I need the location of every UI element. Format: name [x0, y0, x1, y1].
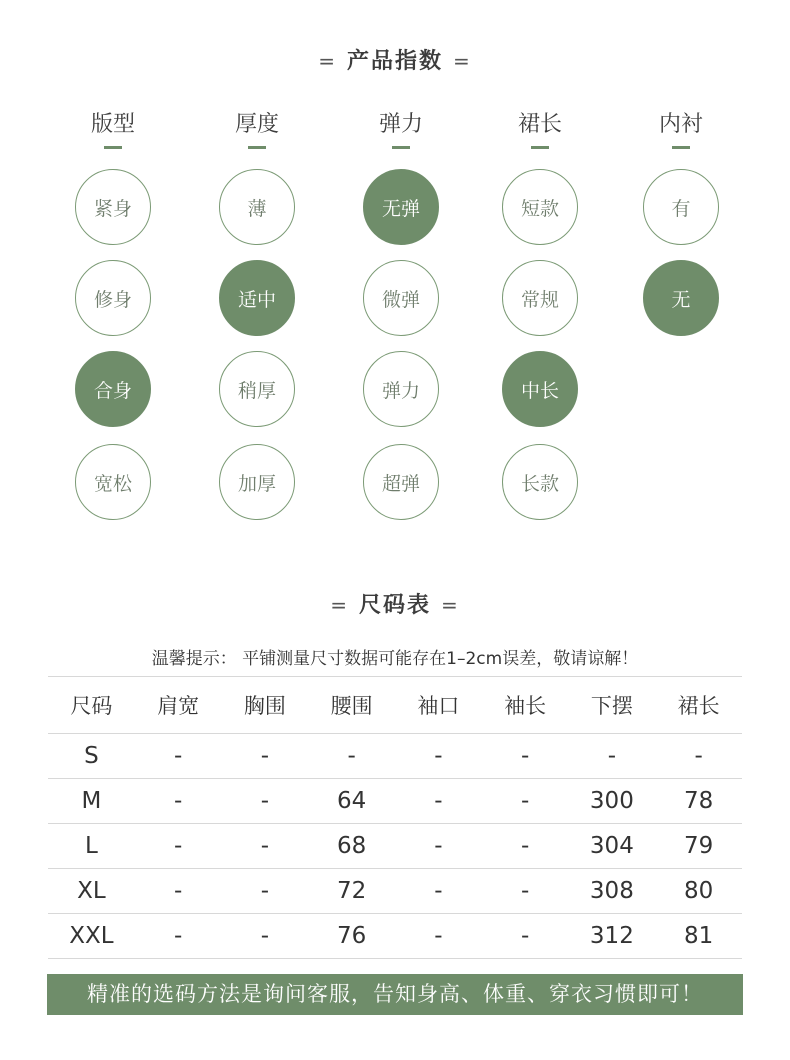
table-cell: -	[135, 869, 222, 914]
table-cell: 68	[308, 824, 395, 869]
table-header-cell: 腰围	[308, 677, 395, 734]
table-cell: -	[395, 824, 482, 869]
index-column-skirt-length	[485, 110, 595, 149]
option-circle: 紧身	[75, 169, 151, 245]
table-header-cell: 裙长	[655, 677, 742, 734]
column-heading: 版型	[90, 112, 135, 137]
measurement-tip: 温馨提示： 平铺测量尺寸数据可能存在1–2cm误差，敬请谅解！	[151, 649, 639, 669]
column-heading: 裙长	[517, 112, 562, 137]
title-decoration-right: =	[441, 593, 460, 617]
size-label-cell: XL	[48, 869, 135, 914]
table-row	[48, 779, 742, 824]
table-header-cell: 肩宽	[135, 677, 222, 734]
table-cell: -	[135, 914, 222, 959]
table-cell: -	[482, 869, 569, 914]
table-cell: -	[395, 779, 482, 824]
size-table	[48, 676, 742, 959]
product-index-title-text: 产品指数	[346, 49, 443, 74]
table-cell: -	[569, 734, 656, 779]
index-column-fit	[58, 110, 168, 149]
column-heading: 厚度	[234, 112, 279, 137]
option-circle: 有	[643, 169, 719, 245]
table-cell: -	[135, 734, 222, 779]
table-cell: -	[395, 734, 482, 779]
title-decoration-left: =	[318, 49, 337, 73]
footer-banner: 精准的选码方法是询问客服，告知身高、体重、穿衣习惯即可！	[47, 974, 743, 1015]
option-circle-selected: 适中	[219, 260, 295, 336]
table-header-cell: 下摆	[569, 677, 656, 734]
table-header-cell: 袖长	[482, 677, 569, 734]
table-cell: 79	[655, 824, 742, 869]
table-header-cell: 胸围	[222, 677, 309, 734]
table-header-cell: 袖口	[395, 677, 482, 734]
title-decoration-right: =	[453, 49, 472, 73]
option-circle-selected: 中长	[502, 351, 578, 427]
option-circle-selected: 无弹	[363, 169, 439, 245]
table-cell: -	[222, 734, 309, 779]
option-circle: 常规	[502, 260, 578, 336]
heading-underline	[104, 146, 122, 149]
table-cell: 308	[569, 869, 656, 914]
option-circle: 稍厚	[219, 351, 295, 427]
table-cell: -	[222, 869, 309, 914]
option-circle: 薄	[219, 169, 295, 245]
table-cell: -	[655, 734, 742, 779]
table-cell: 81	[655, 914, 742, 959]
option-circle: 宽松	[75, 444, 151, 520]
table-row	[48, 824, 742, 869]
table-cell: -	[482, 914, 569, 959]
table-header-row	[48, 677, 742, 734]
table-cell: -	[222, 779, 309, 824]
table-cell: 300	[569, 779, 656, 824]
table-cell: 304	[569, 824, 656, 869]
option-circle-selected: 无	[643, 260, 719, 336]
size-chart-title	[0, 588, 790, 619]
table-cell: 76	[308, 914, 395, 959]
table-cell: 64	[308, 779, 395, 824]
option-circle: 短款	[502, 169, 578, 245]
table-cell: -	[135, 779, 222, 824]
table-cell: -	[222, 824, 309, 869]
heading-underline	[248, 146, 266, 149]
heading-underline	[392, 146, 410, 149]
table-cell: 78	[655, 779, 742, 824]
table-row	[48, 734, 742, 779]
table-cell: -	[482, 734, 569, 779]
table-header-cell: 尺码	[48, 677, 135, 734]
index-column-lining	[626, 110, 736, 149]
heading-underline	[531, 146, 549, 149]
index-column-thickness	[202, 110, 312, 149]
size-label-cell: XXL	[48, 914, 135, 959]
option-circle: 弹力	[363, 351, 439, 427]
table-cell: -	[222, 914, 309, 959]
size-label-cell: M	[48, 779, 135, 824]
column-heading: 内衬	[658, 112, 703, 137]
table-row	[48, 914, 742, 959]
table-cell: -	[395, 914, 482, 959]
column-heading: 弹力	[378, 112, 423, 137]
size-chart-title-text: 尺码表	[358, 593, 431, 618]
option-circle: 微弹	[363, 260, 439, 336]
option-circle: 加厚	[219, 444, 295, 520]
size-label-cell: L	[48, 824, 135, 869]
table-row	[48, 869, 742, 914]
heading-underline	[672, 146, 690, 149]
option-circle: 超弹	[363, 444, 439, 520]
option-circle-selected: 合身	[75, 351, 151, 427]
table-cell: -	[135, 824, 222, 869]
table-cell: 72	[308, 869, 395, 914]
table-cell: 80	[655, 869, 742, 914]
table-cell: -	[308, 734, 395, 779]
index-column-elasticity	[346, 110, 456, 149]
size-label-cell: S	[48, 734, 135, 779]
option-circle: 长款	[502, 444, 578, 520]
option-circle: 修身	[75, 260, 151, 336]
table-cell: -	[482, 779, 569, 824]
table-cell: -	[482, 824, 569, 869]
table-cell: -	[395, 869, 482, 914]
title-decoration-left: =	[330, 593, 349, 617]
table-cell: 312	[569, 914, 656, 959]
product-index-title	[0, 44, 790, 75]
